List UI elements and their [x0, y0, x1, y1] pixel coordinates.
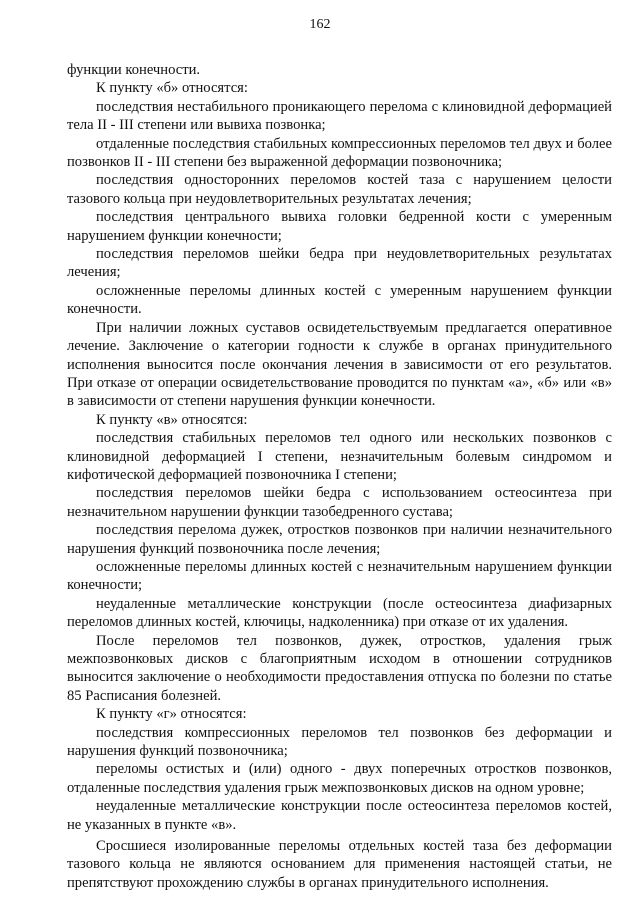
paragraph: отдаленные последствия стабильных компрессионных переломов тел двух и более позвонков II - III степени без выраженной деформации позвоночника; — [67, 135, 612, 171]
paragraph: последствия перелома дужек, отростков позвонков при наличии незначительного нарушения функций позвоночника после лечения; — [67, 522, 612, 557]
paragraph: последствия стабильных переломов тел одного или нескольких позвонков с клиновидной деформацией I степени, незначительным болевым синдромом и кифотической деформацией позвоночника I степени; — [67, 430, 612, 483]
paragraph: последствия односторонних переломов костей таза с нарушением целости тазового кольца при неудовлетворительных результатах лечения; — [67, 172, 612, 207]
paragraph-heading-b: К пункту «б» относятся: — [96, 80, 248, 97]
paragraph: последствия центрального вывиха головки бедренной кости с умеренным нарушением функции конечности; — [67, 209, 612, 244]
paragraph: последствия переломов шейки бедра с использованием остеосинтеза при незначительном нарушении функции тазобедренного сустава; — [67, 485, 612, 520]
paragraph: Сросшиеся изолированные переломы отдельных костей таза без деформации тазового кольца не являются основанием для применения настоящей статьи, не препятствуют прохождению службы в органах принудительного исполнения. — [67, 838, 612, 891]
paragraph: осложненные переломы длинных костей с умеренным нарушением функции конечности. — [67, 282, 612, 318]
document-body — [67, 61, 612, 892]
paragraph: осложненные переломы длинных костей с незначительным нарушением функции конечности; — [67, 558, 612, 594]
paragraph: При наличии ложных суставов освидетельствуемым предлагается оперативное лечение. Заключение о категории годности к службе в органах принудительного исполнения выносится после окончания лечения в зависимости от его результатов. При отказе от операции освидетельствование проводится по пунктам «а», «б» или «в» в зависимости от степени нарушения функции конечности. — [67, 319, 612, 410]
paragraph: неудаленные металлические конструкции после остеосинтеза переломов костей, не указанных в пункте «в». — [67, 798, 612, 833]
paragraph-continuation: функции конечности. — [67, 62, 201, 78]
paragraph-heading-g: К пункту «г» относятся: — [96, 706, 247, 723]
paragraph: неудаленные металлические конструкции (после остеосинтеза диафизарных переломов длинных костей, ключицы, надколенника) при отказе от их удаления. — [67, 595, 612, 631]
paragraph: последствия компрессионных переломов тел позвонков без деформации и нарушения функций позвоночника; — [67, 724, 612, 760]
paragraph: последствия нестабильного проникающего перелома с клиновидной деформацией тела II - III степени или вывиха позвонка; — [67, 98, 612, 134]
paragraph: последствия переломов шейки бедра при неудовлетворительных результатах лечения; — [67, 246, 612, 281]
page-number: 162 — [309, 17, 331, 32]
paragraph: переломы остистых и (или) одного - двух поперечных отростков позвонков, отдаленные последствия удаления грыж межпозвонковых дисков на одном уровне; — [67, 761, 612, 796]
paragraph: После переломов тел позвонков, дужек, отростков, удаления грыж межпозвонковых дисков с благоприятным исходом в отношении сотрудников выносится заключение о необходимости предоставления отпуска по болезни по статье 85 Расписания болезней. — [67, 632, 612, 704]
paragraph-heading-v: К пункту «в» относятся: — [96, 411, 248, 428]
